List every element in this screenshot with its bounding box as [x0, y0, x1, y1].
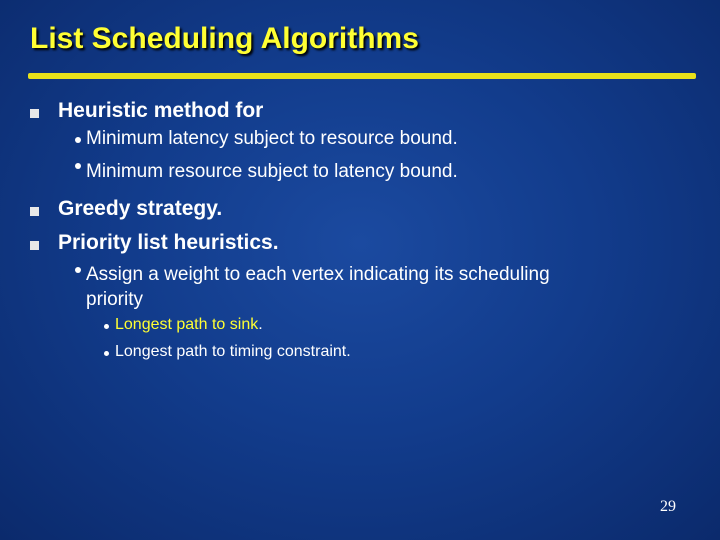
sub-bullet-assign-weight-cont: priority — [86, 289, 144, 310]
dot-bullet-icon — [104, 351, 109, 356]
sub-bullet-min-resource: Minimum resource subject to latency bound. — [86, 161, 458, 182]
subsub-bullet-longest-path-sink — [115, 316, 263, 334]
square-bullet-icon — [30, 241, 39, 250]
sub-bullet-assign-weight: Assign a weight to each vertex indicating its scheduling — [86, 264, 550, 285]
dot-bullet-icon — [75, 163, 81, 169]
longest-path-sink-text: Longest path to sink — [115, 316, 259, 333]
bullet-heuristic-method: Heuristic method for — [58, 99, 264, 122]
bullet-greedy-strategy: Greedy strategy. — [58, 197, 223, 220]
subsub-bullet-longest-path-timing: Longest path to timing constraint. — [115, 343, 351, 360]
sub-bullet-min-latency: Minimum latency subject to resource bound. — [86, 128, 458, 149]
page-number: 29 — [660, 498, 676, 515]
square-bullet-icon — [30, 109, 39, 118]
square-bullet-icon — [30, 207, 39, 216]
dot-bullet-icon — [104, 324, 109, 329]
slide-title: List Scheduling Algorithms — [30, 22, 419, 55]
bullet-priority-list: Priority list heuristics. — [58, 231, 279, 254]
longest-path-sink-period: . — [258, 316, 263, 333]
dot-bullet-icon — [75, 137, 81, 143]
dot-bullet-icon — [75, 267, 81, 273]
title-underline — [28, 73, 696, 79]
